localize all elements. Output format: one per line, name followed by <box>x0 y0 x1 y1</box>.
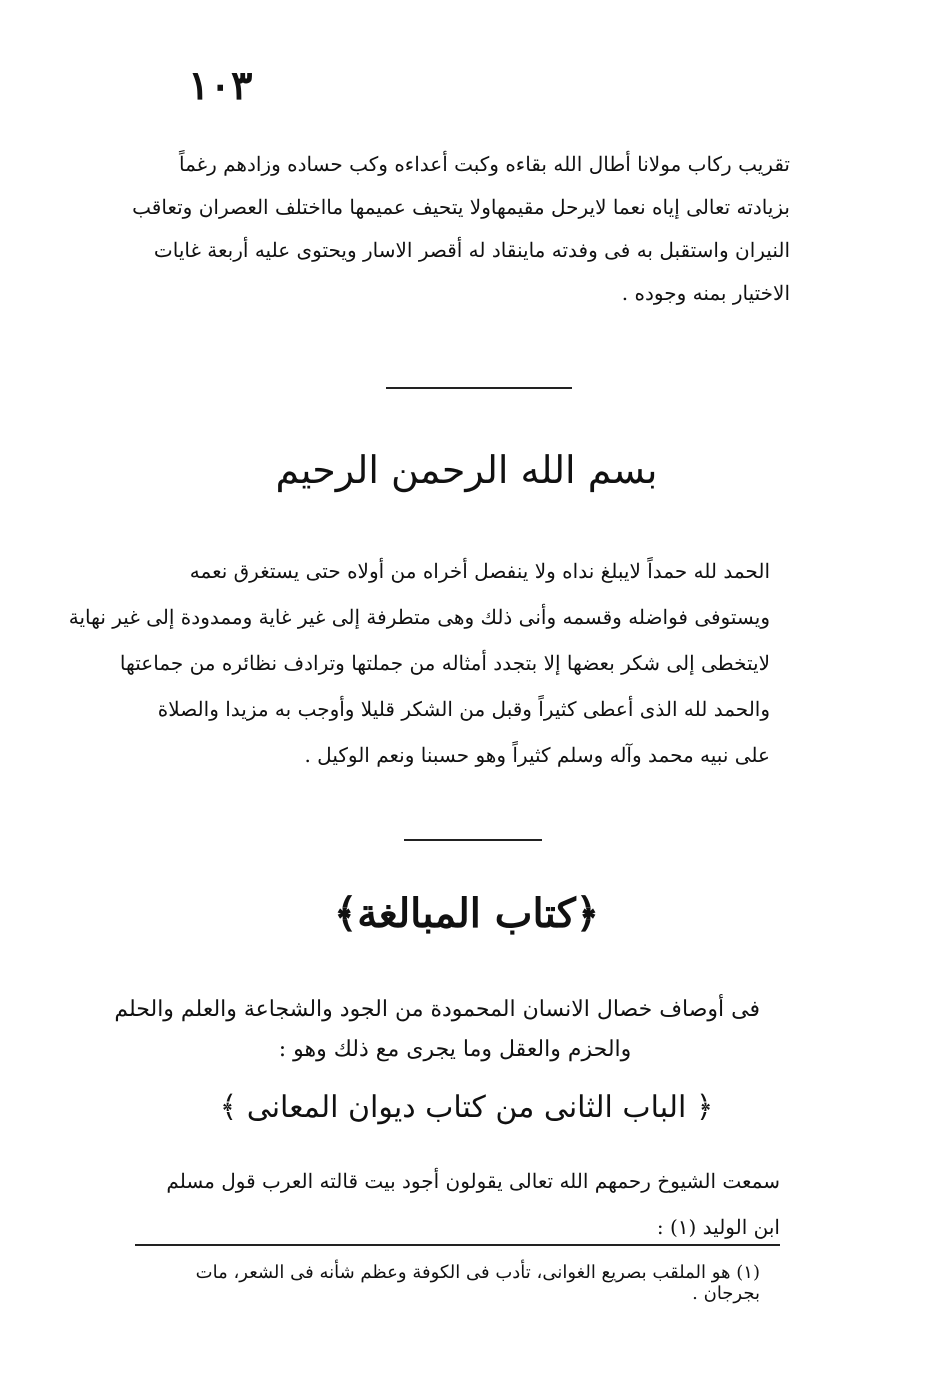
praise-line: على نبيه محمد وآله وسلم كثيراً وهو حسبنا ونعم الوكيل . <box>304 743 770 767</box>
praise-line: الحمد لله حمداً لايبلغ نداه ولا ينفصل أخراه من أولاه حتى يستغرق نعمه <box>189 559 770 583</box>
praise-line: لايتخطى إلى شكر بعضها إلا بتجدد أمثاله من جملتها وترادف نظائره من جماعتها <box>119 651 770 675</box>
praise-paragraph <box>68 548 770 778</box>
intro-line: بزيادته تعالى إياه نعما لايرحل مقيمهاولا يتحيف عميمها مااختلف العصران وتعاقب <box>132 195 790 219</box>
section-divider <box>386 387 572 389</box>
basmala-heading: بسم الله الرحمن الرحيم <box>275 448 658 492</box>
subtitle-line: والحزم والعقل وما يجرى مع ذلك وهو : <box>278 1037 632 1062</box>
page-number: ١٠٣ <box>188 62 253 109</box>
book-subtitle <box>114 990 760 1070</box>
intro-line: تقريب ركاب مولانا أطال الله بقاءه وكبت أعداءه وكب حساده وزادهم رغماً <box>178 152 790 176</box>
intro-line: الاختيار بمنه وجوده . <box>621 281 790 305</box>
body-line: ابن الوليد (١) : <box>656 1215 780 1239</box>
subtitle-line: فى أوصاف خصال الانسان المحمودة من الجود والشجاعة والعلم والحلم <box>114 997 760 1022</box>
intro-paragraph <box>132 143 790 315</box>
intro-line: النيران واستقبل به فى وفدته ماينقاد له أقصر الاسار ويحتوى عليه أربعة غايات <box>153 238 790 262</box>
footnote: (١) هو الملقب بصريع الغوانى، تأدب فى الكوفة وعظم شأنه فى الشعر، مات بجرجان . <box>195 1262 760 1304</box>
body-paragraph <box>150 1158 780 1250</box>
book-title: ﴿كتاب المبالغة﴾ <box>333 890 600 937</box>
body-line: سمعت الشيوخ رحمهم الله تعالى يقولون أجود بيت قالته العرب قول مسلم <box>166 1169 780 1193</box>
praise-line: ويستوفى فواضله وقسمه وأنى ذلك وهى متطرفة إلى غير غاية وممدودة إلى غير نهاية <box>68 605 770 629</box>
section-divider <box>404 839 542 841</box>
praise-line: والحمد لله الذى أعطى كثيراً وقبل من الشكر قليلا وأوجب به مزيدا والصلاة <box>157 697 770 721</box>
footnote-rule <box>135 1244 780 1246</box>
chapter-title: ﴿ الباب الثانى من كتاب ديوان المعانى ﴾ <box>219 1090 714 1125</box>
